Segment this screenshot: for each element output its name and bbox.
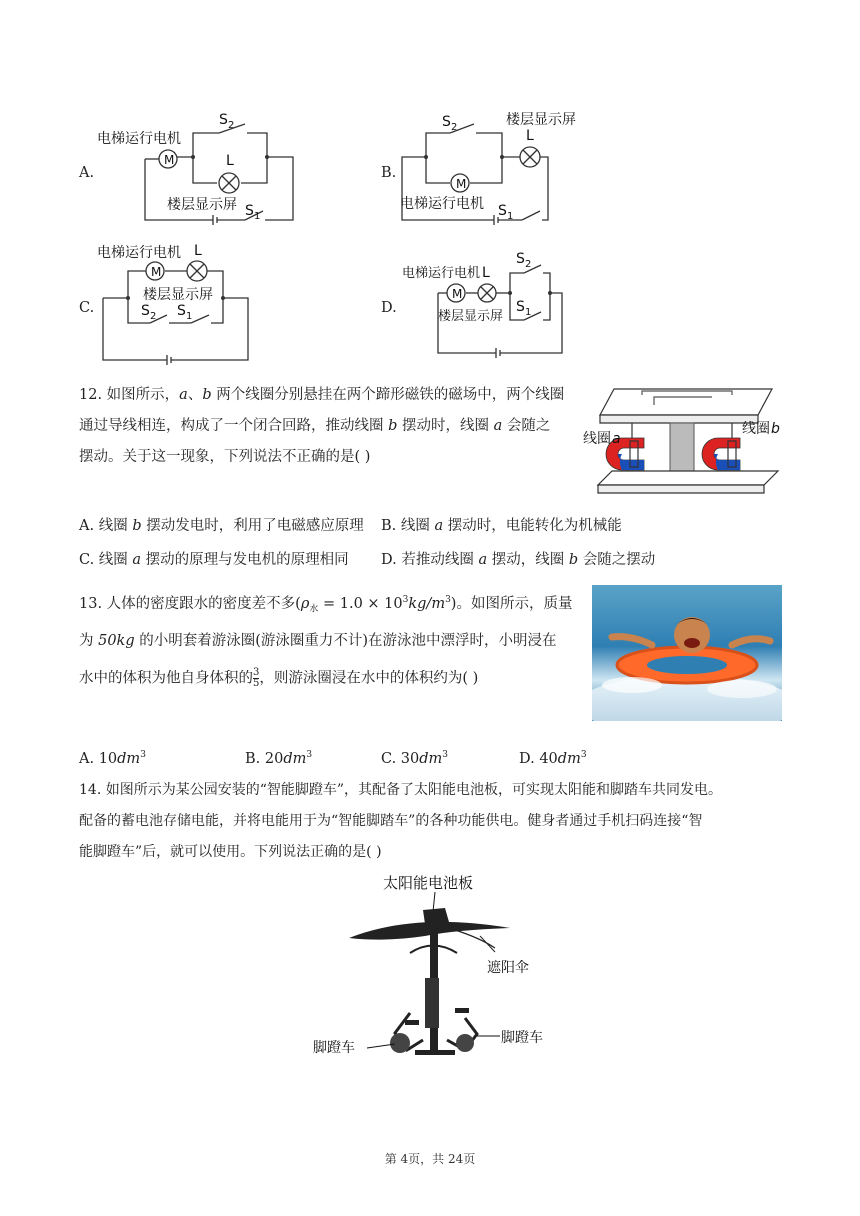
option-b-letter: B. [381, 165, 397, 181]
svg-text:L: L [194, 243, 202, 259]
svg-text:L: L [482, 265, 490, 281]
solar-panel-label: 太阳能电池板 [383, 874, 474, 892]
swimming-child-photo [592, 585, 782, 721]
screen-label-b: 楼层显示屏 [506, 112, 576, 128]
svg-text:2: 2 [525, 259, 532, 270]
svg-text:S: S [442, 114, 451, 130]
svg-text:1: 1 [186, 311, 193, 322]
screen-label-a: 楼层显示屏 [167, 197, 237, 213]
screen-label-d: 楼层显示屏 [438, 309, 504, 324]
circuit-diagram-a [95, 105, 305, 230]
svg-text:S: S [245, 203, 254, 219]
circuit-diagram-d [400, 245, 575, 365]
bike-left-label: 脚蹬车 [313, 1040, 355, 1056]
q13-option-d[interactable]: D. $40dm^3$ [519, 750, 587, 767]
svg-text:S: S [516, 251, 525, 267]
q12-option-c[interactable]: C. 线圈 a 摆动的原理与发电机的原理相同 [79, 552, 349, 568]
svg-text:S: S [141, 303, 150, 319]
q13-option-b[interactable]: B. $20dm^3$ [245, 750, 313, 767]
svg-text:2: 2 [150, 311, 157, 322]
page-footer: 第 4页，共 24页 [384, 1152, 476, 1166]
q12-option-a[interactable]: A. 线圈 b 摆动发电时，利用了电磁感应原理 [79, 518, 364, 534]
svg-text:S: S [516, 299, 525, 315]
q12-option-b[interactable]: B. 线圈 a 摆动时，电能转化为机械能 [381, 518, 622, 534]
svg-text:1: 1 [254, 211, 261, 222]
svg-text:1: 1 [507, 211, 514, 222]
option-c-letter: C. [79, 300, 95, 316]
smart-bike-figure [305, 868, 560, 1078]
svg-text:a: a [612, 431, 621, 447]
svg-text:S: S [219, 112, 228, 128]
svg-text:S: S [177, 303, 186, 319]
umbrella-label: 遮阳伞 [487, 960, 529, 976]
q14-stem: 14. 如图所示为某公园安装的“智能脚蹬车”，其配备了太阳能电池板，可实现太阳能和脚踏车共同发电。 配备的蓄电池存储电能，并将电能用于为“智能脚踏车”的各种功能供电。健身者通过手机扫码连接“智 能脚蹬车”后，就可以使用。下列说法正确的是( ) [79, 782, 723, 860]
q12-option-d[interactable]: D. 若推动线圈 a 摆动，线圈 b 会随之摆动 [381, 552, 656, 568]
svg-text:M: M [452, 287, 463, 301]
q13-line3: 水中的体积为他自身体积的 $\frac{3}{5}$ ，则游泳圈浸在水中的体积约为( ) [79, 667, 479, 689]
screen-label-c: 楼层显示屏 [143, 287, 213, 303]
motor-label-d: 电梯运行电机 [402, 266, 481, 281]
coil-b-label: 线圈 [742, 421, 770, 437]
motor-symbol-a: M [164, 153, 175, 167]
svg-text:L: L [226, 153, 234, 169]
svg-text:1: 1 [525, 307, 532, 318]
option-a-letter: A. [79, 165, 95, 181]
svg-text:b: b [771, 421, 780, 437]
svg-text:S: S [498, 203, 507, 219]
svg-text:M: M [151, 265, 162, 279]
q13-option-a[interactable]: A. $10dm^3$ [79, 750, 146, 767]
svg-text:L: L [526, 128, 534, 144]
q13-line1: 13. 人体的密度跟水的密度差不多$(\rho_水 = 1.0 \times 10^3kg/m^3)$。如图所示，质量 [79, 595, 573, 615]
coil-magnet-figure [582, 383, 782, 498]
bike-right-label: 脚蹬车 [501, 1030, 543, 1046]
svg-text:2: 2 [228, 120, 235, 131]
motor-label-a: 电梯运行电机 [97, 131, 181, 147]
svg-text:M: M [456, 177, 467, 191]
q12-stem: 12. 如图所示，a、b 两个线圈分别悬挂在两个蹄形磁铁的磁场中，两个线圈 通过导线相连，构成了一个闭合回路，推动线圈 b 摆动时，线圈 a 会随之 摆动。关于这一现象，下列说法不正确的是( ) [79, 387, 565, 465]
q13-line2: 为 50kg 的小明套着游泳圈(游泳圈重力不计)在游泳池中漂浮时，小明浸在 [79, 633, 557, 649]
circuit-diagram-c [95, 240, 260, 370]
option-d-letter: D. [381, 300, 397, 316]
coil-a-label: 线圈 [583, 431, 611, 447]
circuit-diagram-b [398, 105, 588, 230]
motor-label-c: 电梯运行电机 [97, 245, 181, 261]
svg-text:2: 2 [451, 122, 458, 133]
q13-option-c[interactable]: C. $30dm^3$ [381, 750, 449, 767]
motor-label-b: 电梯运行电机 [400, 196, 484, 212]
